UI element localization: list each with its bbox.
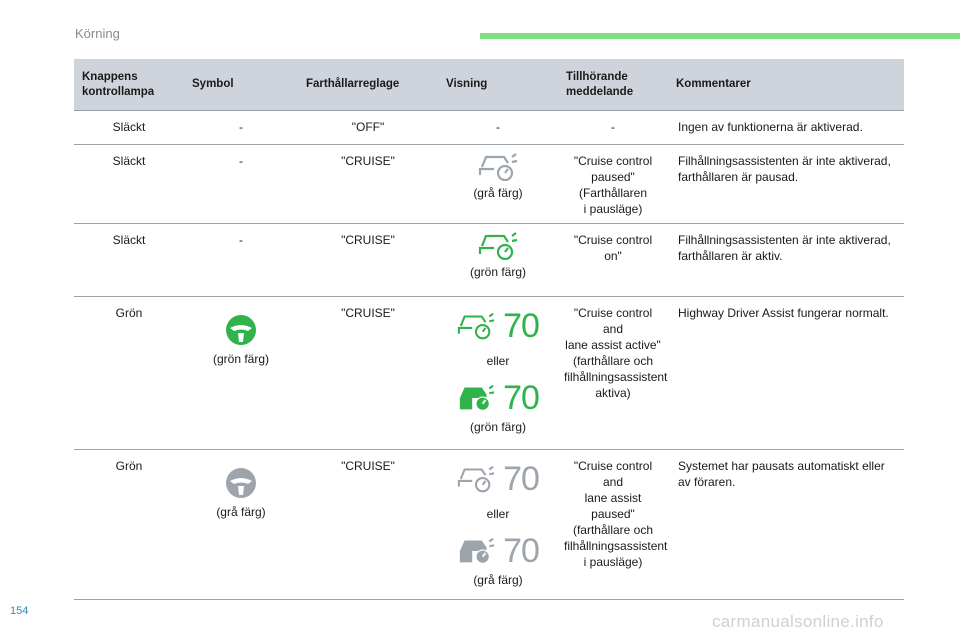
symbol-cell [184, 297, 298, 450]
symbol-caption: (grå färg) [216, 505, 266, 519]
lamp-cell: Släckt [74, 111, 184, 145]
feature-table [74, 59, 904, 600]
lamp-cell: Grön [74, 297, 184, 450]
message-cell: "Cruise control on" [558, 224, 668, 297]
comment-cell: Filhållningsassistenten är inte aktiverad, farthållaren är pausad. [668, 145, 904, 224]
control-cell: "OFF" [298, 111, 438, 145]
header-display: Visning [438, 59, 558, 111]
display-caption: (grå färg) [473, 573, 523, 587]
message-cell: "Cruise control and lane assist active" (farthållare och filhållningsassistent aktiva) [558, 297, 668, 450]
speed-value: 70 [503, 460, 539, 498]
comment-cell: Ingen av funktionerna är aktiverad. [668, 111, 904, 145]
display-cell: - [438, 111, 558, 145]
control-cell: "CRUISE" [298, 450, 438, 600]
or-label: eller [486, 507, 510, 521]
message-cell: "Cruise control and lane assist paused" (farthållare och filhållningsassistent i pausläge) [558, 450, 668, 600]
comment-cell: Filhållningsassistenten är inte aktiverad, farthållaren är aktiv. [668, 224, 904, 297]
symbol-caption: (grön färg) [212, 352, 270, 366]
table-header-row [74, 59, 904, 111]
display-cell [438, 297, 558, 450]
control-cell: "CRUISE" [298, 224, 438, 297]
comment-cell: Highway Driver Assist fungerar normalt. [668, 297, 904, 450]
speed-value: 70 [503, 532, 539, 570]
or-label: eller [486, 354, 510, 368]
display-cell [438, 450, 558, 600]
steering-wheel-grey-icon [224, 466, 258, 500]
header-control: Farthållarreglage [298, 59, 438, 111]
watermark: carmanualsonline.info [712, 612, 884, 631]
speedometer-paused-icon [478, 153, 518, 181]
section-title: Körning [75, 26, 120, 41]
lamp-cell: Grön [74, 450, 184, 600]
display-cell [438, 145, 558, 224]
header-message: Tillhörande meddelande [558, 59, 668, 111]
table-row [74, 297, 904, 450]
steering-wheel-icon [224, 313, 258, 347]
section-bar [480, 33, 960, 39]
display-caption: (grå färg) [473, 186, 523, 200]
display-cell [438, 224, 558, 297]
header-lamp: Knappens kontrollampa [74, 59, 184, 111]
speedometer-lane-active-icon [457, 312, 495, 340]
table-row [74, 111, 904, 145]
message-cell: "Cruise control paused" (Farthållaren i pausläge) [558, 145, 668, 224]
lamp-cell: Släckt [74, 224, 184, 297]
control-cell: "CRUISE" [298, 145, 438, 224]
speedometer-lane-paused-icon [457, 465, 495, 493]
symbol-cell [184, 450, 298, 600]
display-caption: (grön färg) [469, 420, 527, 434]
comment-cell: Systemet har pausats automatiskt eller av föraren. [668, 450, 904, 600]
lamp-cell: Släckt [74, 145, 184, 224]
speedometer-active-icon [478, 232, 518, 260]
speed-value: 70 [503, 307, 539, 345]
message-cell: - [558, 111, 668, 145]
speedometer-filled-active-icon [457, 384, 495, 412]
table-row [74, 450, 904, 600]
page-number: 154 [10, 605, 29, 617]
speed-value: 70 [503, 379, 539, 417]
symbol-cell: - [184, 145, 298, 224]
display-caption: (grön färg) [469, 265, 527, 279]
symbol-cell: - [184, 224, 298, 297]
control-cell: "CRUISE" [298, 297, 438, 450]
speedometer-filled-paused-icon [457, 537, 495, 565]
header-symbol: Symbol [184, 59, 298, 111]
table-row [74, 224, 904, 297]
header-comment: Kommentarer [668, 59, 904, 111]
symbol-cell: - [184, 111, 298, 145]
table-row [74, 145, 904, 224]
